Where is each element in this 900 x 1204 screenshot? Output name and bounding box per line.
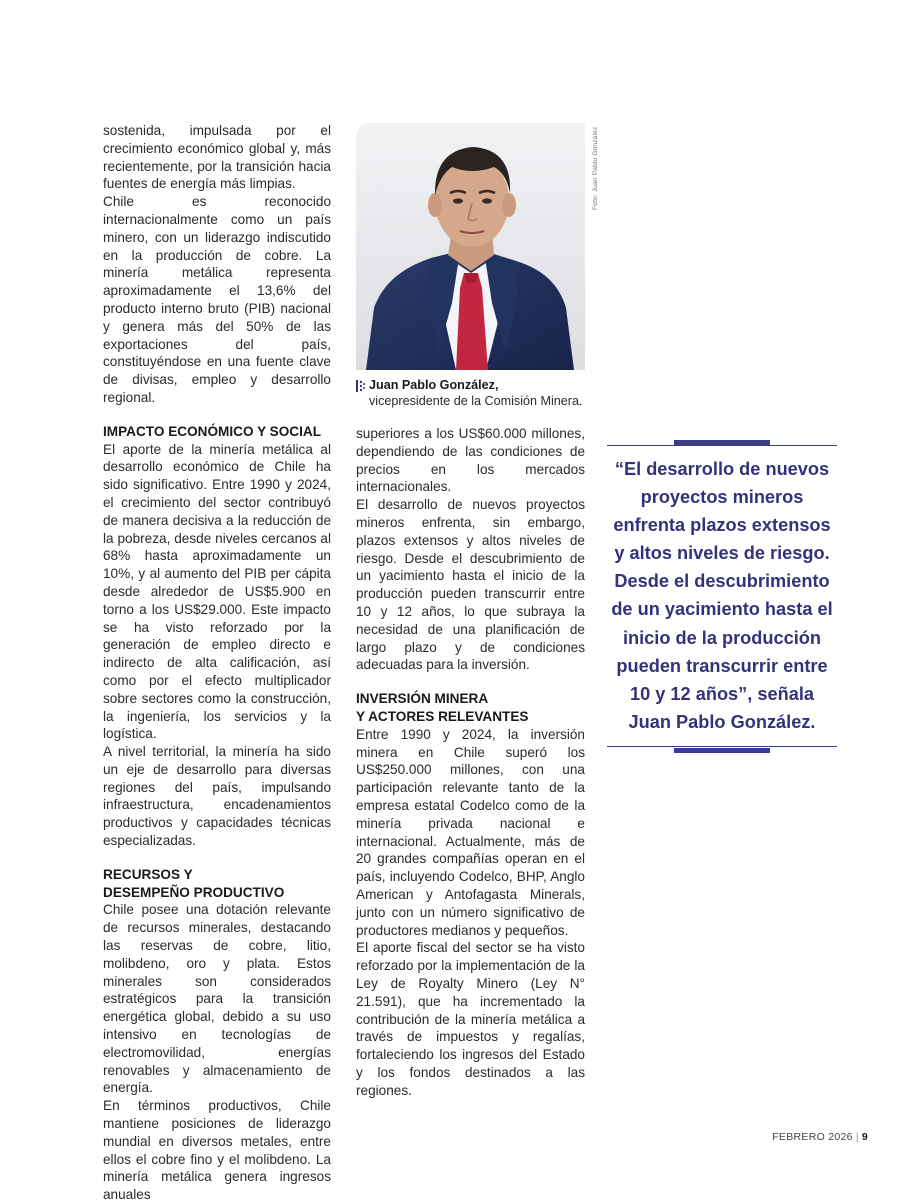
pullquote-bottom-rule: [607, 746, 837, 747]
paragraph: Entre 1990 y 2024, la inversión minera en Chile superó los US$250.000 millones, con una participación relevante tanto de la empresa estatal Codelco como de la minería privada nacional e internacional. Actualmente, más de 20 grandes compañías operan en el país, incluyendo Codelco, BHP, Anglo American y Antofagasta Minerals, junto con un número significativo de productores medianos y pequeños.: [356, 726, 585, 938]
caption-role: vicepresidente de la Comisión Minera.: [369, 394, 583, 408]
article-column-middle: [356, 425, 585, 1099]
paragraph: A nivel territorial, la minería ha sido un eje de desarrollo para diversas regiones del país, impulsando infraestructura, encadenamientos productivos y capacidades técnicas especializadas.: [103, 744, 331, 849]
paragraph: En términos productivos, Chile mantiene posiciones de liderazgo mundial en diversos metales, entre ellos el cobre fino y el molibdeno. La minería metálica genera ingresos anuales: [103, 1098, 331, 1203]
portrait-photo: [356, 123, 585, 370]
paragraph: sostenida, impulsada por el crecimiento económico global y, más recientemente, por la transición hacia fuentes de energía más limpias.: [103, 123, 331, 192]
article-column-left: [103, 122, 331, 1204]
page-footer: [772, 1131, 868, 1143]
photo-credit: [590, 128, 600, 218]
page-number: 9: [861, 1131, 868, 1143]
portrait-illustration: [356, 123, 585, 370]
caption-dots-icon: [356, 380, 365, 392]
pullquote-top-rule: [607, 445, 837, 446]
section-heading-line: RECURSOS Y: [103, 866, 193, 882]
paragraph: El aporte fiscal del sector se ha visto reforzado por la implementación de la Ley de Royalty Minero (Ley N° 21.591), que ha incrementado la contribución de la minería metálica a través de impuestos y regalías, fortaleciendo los ingresos del Estado y los fondos destinados a las regiones.: [356, 940, 585, 1098]
issue-date: FEBRERO 2026: [772, 1131, 853, 1143]
pullquote-bottom-bar: [674, 748, 770, 753]
paragraph: El desarrollo de nuevos proyectos mineros enfrenta, sin embargo, plazos extensos y altos niveles de riesgo. Desde el descubrimiento de un yacimiento hasta el inicio de la producción pueden transcurrir entre 10 y 12 años, lo que subraya la necesidad de una planificación de largo plazo y de condiciones adecuadas para la inversión.: [356, 497, 585, 673]
paragraph: Chile posee una dotación relevante de recursos minerales, destacando las reservas de cobre, litio, molibdeno, oro y plata. Estos minerales son considerados estratégicos para la transición energética global, debido a su uso intensivo en tecnologías de electromovilidad, energías renovables y almacenamiento de energía.: [103, 902, 331, 1096]
caption-name: Juan Pablo González,: [369, 378, 499, 392]
section-heading: [356, 690, 585, 726]
paragraph: superiores a los US$60.000 millones, dependiendo de las condiciones de precios en los mercados internacionales.: [356, 426, 585, 495]
footer-separator: |: [855, 1131, 859, 1143]
section-heading: IMPACTO ECONÓMICO Y SOCIAL: [103, 423, 322, 439]
pullquote: “El desarrollo de nuevos proyectos mineros enfrenta plazos extensos y altos niveles de riesgo. Desde el descubrimiento de un yacimiento hasta el inicio de la producción pueden transcurrir entre 10 y 12 años”, señala Juan Pablo González.: [611, 459, 833, 732]
section-heading-line: DESEMPEÑO PRODUCTIVO: [103, 884, 285, 900]
section-heading-line: Y ACTORES RELEVANTES: [356, 708, 529, 724]
photo-credit-text: Foto: Juan Pablo González: [592, 126, 599, 210]
paragraph: Chile es reconocido internacionalmente como un país minero, con un liderazgo indiscutido en la producción de cobre. La minería metálica representa aproximadamente el 13,6% del producto interno bruto (PIB) nacional y genera más del 50% de las exportaciones del país, constituyéndose en una fuente clave de divisas, empleo y desarrollo regional.: [103, 194, 331, 405]
photo-caption: [356, 377, 596, 409]
section-heading-line: INVERSIÓN MINERA: [356, 691, 489, 707]
section-heading: [103, 866, 331, 902]
paragraph: El aporte de la minería metálica al desarrollo económico de Chile ha sido significativo. Entre 1990 y 2024, el crecimiento del sector contribuyó de manera decisiva a la reducción de la pobreza, desde niveles cercanos al 68% hasta aproximadamente un 10%, y al aumento del PIB per cápita desde alrededor de US$5.900 en torno a los US$29.000. Este impacto se ha visto reforzado por la generación de empleo directo e indirecto de alta calificación, así como por el efecto multiplicador sobre sectores como la construcción, la ingeniería, los servicios y la logística.: [103, 441, 331, 742]
